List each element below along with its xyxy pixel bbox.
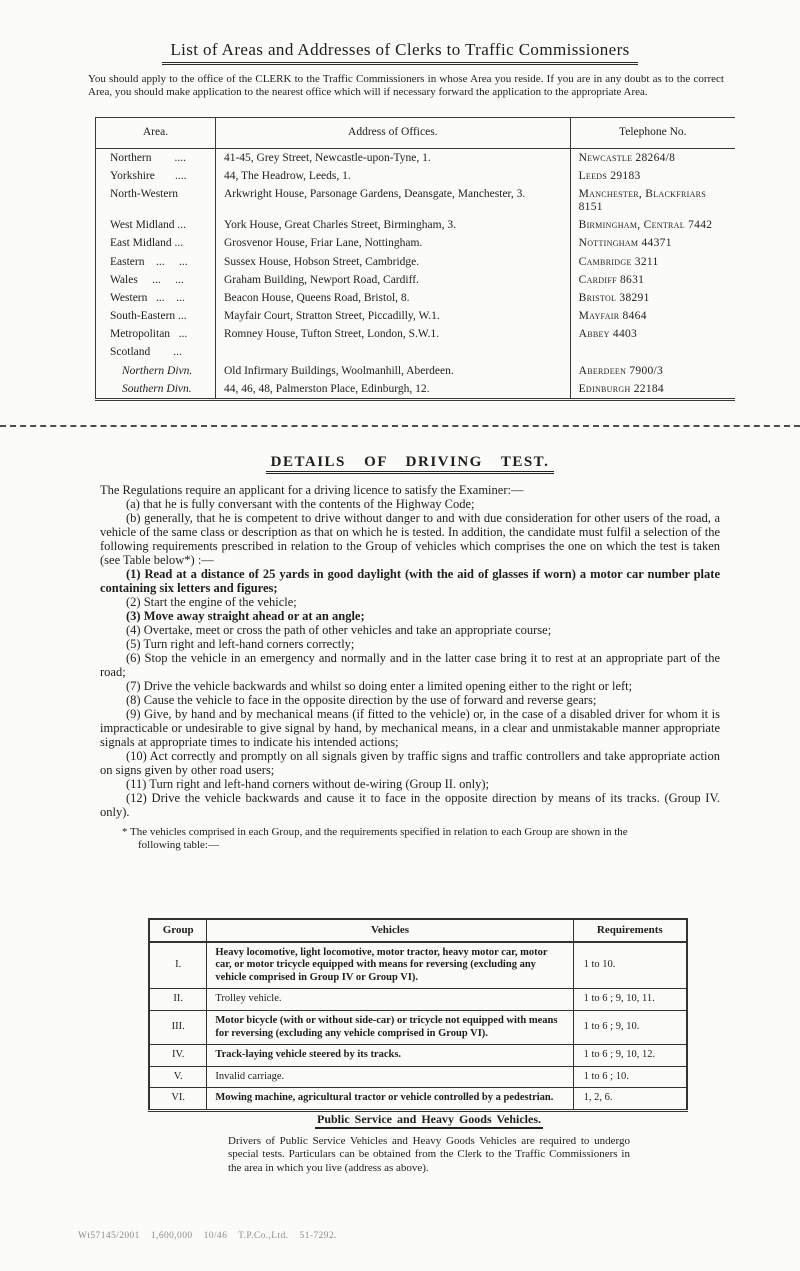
address-cell: Grosvenor House, Friar Lane, Nottingham.	[215, 235, 570, 253]
numbered-requirements-list	[100, 567, 720, 819]
area-name-cell: Wales ... ...	[110, 273, 184, 286]
areas-table-row	[96, 217, 736, 235]
area-name-cell: South-Eastern ...	[110, 310, 187, 323]
telephone-cell: Cambridge 3211	[570, 253, 735, 271]
group-number-cell: IV.	[149, 1045, 207, 1067]
area-name-cell: North-Western	[110, 187, 179, 200]
area-name-cell: Eastern ... ...	[110, 255, 188, 268]
group-number-cell: I.	[149, 942, 207, 989]
vehicles-cell: Motor bicycle (with or without side-car) or tricycle not equipped with means for reversing (excluding any vehicle comprised in Group VI).	[207, 1010, 573, 1044]
address-cell: Sussex House, Hobson Street, Cambridge.	[215, 253, 570, 271]
areas-table-row	[96, 149, 736, 168]
areas-header-address: Address of Offices.	[215, 118, 570, 149]
group-number-cell: II.	[149, 989, 207, 1011]
address-cell: 41-45, Grey Street, Newcastle-upon-Tyne, 1.	[215, 149, 570, 168]
numbered-requirement: (5) Turn right and left-hand corners correctly;	[126, 637, 355, 651]
address-cell: Beacon House, Queens Road, Bristol, 8.	[215, 289, 570, 307]
group-number-cell: III.	[149, 1010, 207, 1044]
numbered-requirement: (6) Stop the vehicle in an emergency and normally and in the latter case bring it to rest at an appropriate part of the road;	[100, 651, 720, 679]
vehicles-cell: Track-laying vehicle steered by its tracks.	[207, 1045, 573, 1067]
area-name-cell: East Midland ...	[110, 237, 184, 250]
groups-table-row	[149, 1045, 687, 1067]
areas-table-row	[96, 167, 736, 185]
telephone-cell: Birmingham, Central 7442	[570, 217, 735, 235]
numbered-requirement: (11) Turn right and left-hand corners without de-wiring (Group II. only);	[126, 777, 490, 791]
groups-header-group: Group	[149, 919, 207, 942]
vehicles-cell: Heavy locomotive, light locomotive, motor tractor, heavy motor car, motor car, or motor tricycle equipped with means for reversing (excluding any vehicle comprised in Group IV or Group VI).	[207, 942, 573, 989]
psv-body: Drivers of Public Service Vehicles and Heavy Goods Vehicles are required to undergo special tests. Particulars can be obtained from the Clerk to the Traffic Commissioners in the area in which you live (address as above).	[228, 1135, 630, 1174]
telephone-cell: Nottingham 44371	[570, 235, 735, 253]
telephone-cell: Newcastle 28264/8	[570, 149, 735, 168]
numbered-requirement: (2) Start the engine of the vehicle;	[126, 595, 297, 609]
areas-table-row	[96, 185, 736, 216]
telephone-cell: Manchester, Blackfriars 8151	[570, 185, 735, 216]
psv-heading-row	[228, 1113, 630, 1129]
requirements-cell: 1 to 6 ; 9, 10, 11.	[573, 989, 687, 1011]
groups-table-row	[149, 1088, 687, 1111]
telephone-cell: Bristol 38291	[570, 289, 735, 307]
vehicles-cell: Mowing machine, agricultural tractor or vehicle controlled by a pedestrian.	[207, 1088, 573, 1111]
table-footnote: * The vehicles comprised in each Group, and the requirements specified in relation to each Group are shown in the following table:—	[122, 826, 628, 851]
area-name-cell: Yorkshire ....	[110, 169, 187, 182]
areas-table-row	[96, 362, 736, 380]
address-cell: 44, The Headrow, Leeds, 1.	[215, 167, 570, 185]
numbered-requirement: (1) Read at a distance of 25 yards in good daylight (with the aid of glasses if worn) a motor car number plate containing six letters and figures;	[100, 567, 720, 595]
numbered-requirement: (3) Move away straight ahead or at an angle;	[126, 609, 365, 623]
groups-header-vehicles: Vehicles	[207, 919, 573, 942]
numbered-requirement: (9) Give, by hand and by mechanical means (if fitted to the vehicle) or, in the case of a disabled driver for whom it is impracticable or undesirable to give signal by hand, by mechanical means, in a clear and unmistakable manner appropriate signals at appropriate times to indicate his intended actions;	[100, 707, 720, 749]
areas-table-row	[96, 344, 736, 362]
group-number-cell: VI.	[149, 1088, 207, 1111]
address-cell: Mayfair Court, Stratton Street, Piccadilly, W.1.	[215, 308, 570, 326]
area-name-cell: Metropolitan ...	[110, 328, 188, 341]
requirement-b: (b) generally, that he is competent to drive without danger to and with due consideration for other users of the road, a vehicle of the same class or description as that on which he is tested. In addition, the candidate must fulfil a selection of the following requirements prescribed in relation to the Group of vehicles which comprises the one on which the test is taken (see Table below*) :—	[100, 511, 720, 567]
area-name-cell: Western ... ...	[110, 291, 185, 304]
address-cell: York House, Great Charles Street, Birmingham, 3.	[215, 217, 570, 235]
areas-table-row	[96, 253, 736, 271]
areas-table	[95, 117, 735, 401]
telephone-cell: Aberdeen 7900/3	[570, 362, 735, 380]
area-name-cell: Northern Divn.	[122, 364, 193, 377]
telephone-cell	[570, 344, 735, 362]
vehicles-cell: Trolley vehicle.	[207, 989, 573, 1011]
vehicles-cell: Invalid carriage.	[207, 1066, 573, 1088]
areas-header-area: Area.	[96, 118, 216, 149]
areas-table-row	[96, 289, 736, 307]
address-cell: Graham Building, Newport Road, Cardiff.	[215, 271, 570, 289]
address-cell	[215, 344, 570, 362]
requirements-cell: 1 to 10.	[573, 942, 687, 989]
requirement-a: (a) that he is fully conversant with the contents of the Highway Code;	[126, 497, 475, 511]
groups-table	[148, 918, 688, 1112]
page-title: List of Areas and Addresses of Clerks to Traffic Commissioners	[162, 40, 637, 65]
groups-table-row	[149, 989, 687, 1011]
intro-paragraph: You should apply to the office of the CLERK to the Traffic Commissioners in whose Area you reside. If you are in any doubt as to the correct Area, you should make application to the nearest office which will if necessary forward the application to the appropriate Area.	[88, 73, 724, 98]
groups-header-requirements: Requirements	[573, 919, 687, 942]
address-cell: Old Infirmary Buildings, Woolmanhill, Aberdeen.	[215, 362, 570, 380]
regulations-intro: The Regulations require an applicant for a driving licence to satisfy the Examiner:—	[100, 483, 524, 497]
requirements-cell: 1 to 6 ; 10.	[573, 1066, 687, 1088]
printer-imprint: Wt57145/2001 1,600,000 10/46 T.P.Co.,Ltd. 51-7292.	[78, 1231, 337, 1241]
group-number-cell: V.	[149, 1066, 207, 1088]
driving-test-section	[100, 455, 720, 851]
psv-heading: Public Service and Heavy Goods Vehicles.	[315, 1113, 543, 1129]
requirements-cell: 1 to 6 ; 9, 10, 12.	[573, 1045, 687, 1067]
area-name-cell: West Midland ...	[110, 219, 187, 232]
telephone-cell: Mayfair 8464	[570, 308, 735, 326]
perforation-divider	[0, 425, 800, 427]
requirements-cell: 1 to 6 ; 9, 10.	[573, 1010, 687, 1044]
areas-table-row	[96, 235, 736, 253]
title-row	[0, 40, 800, 65]
areas-header-telephone: Telephone No.	[570, 118, 735, 149]
section-heading: DETAILS OF DRIVING TEST.	[266, 455, 555, 474]
address-cell: 44, 46, 48, Palmerston Place, Edinburgh, 12.	[215, 380, 570, 400]
telephone-cell: Cardiff 8631	[570, 271, 735, 289]
section-heading-row	[100, 455, 720, 474]
groups-table-row	[149, 942, 687, 989]
numbered-requirement: (12) Drive the vehicle backwards and cause it to face in the opposite direction by means of its tracks. (Group IV. only).	[100, 791, 720, 819]
numbered-requirement: (4) Overtake, meet or cross the path of other vehicles and take an appropriate course;	[126, 623, 552, 637]
groups-table-row	[149, 1010, 687, 1044]
areas-table-row	[96, 271, 736, 289]
address-cell: Romney House, Tufton Street, London, S.W.1.	[215, 326, 570, 344]
area-name-cell: Northern ....	[110, 151, 187, 164]
numbered-requirement: (10) Act correctly and promptly on all signals given by traffic signs and traffic controllers and take appropriate action on signs given by other road users;	[100, 749, 720, 777]
telephone-cell: Leeds 29183	[570, 167, 735, 185]
numbered-requirement: (8) Cause the vehicle to face in the opposite direction by the use of forward and reverse gears;	[126, 693, 597, 707]
area-name-cell: Southern Divn.	[122, 382, 192, 395]
groups-table-row	[149, 1066, 687, 1088]
telephone-cell: Abbey 4403	[570, 326, 735, 344]
numbered-requirement: (7) Drive the vehicle backwards and whilst so doing enter a limited opening either to the right or left;	[126, 679, 633, 693]
groups-table-header-row	[149, 919, 687, 942]
areas-table-header-row	[96, 118, 736, 149]
areas-table-row	[96, 380, 736, 400]
area-name-cell: Scotland ...	[110, 346, 182, 359]
psv-section	[228, 1113, 630, 1175]
telephone-cell: Edinburgh 22184	[570, 380, 735, 400]
address-cell: Arkwright House, Parsonage Gardens, Deansgate, Manchester, 3.	[215, 185, 570, 216]
areas-table-row	[96, 326, 736, 344]
areas-table-row	[96, 308, 736, 326]
requirements-cell: 1, 2, 6.	[573, 1088, 687, 1111]
